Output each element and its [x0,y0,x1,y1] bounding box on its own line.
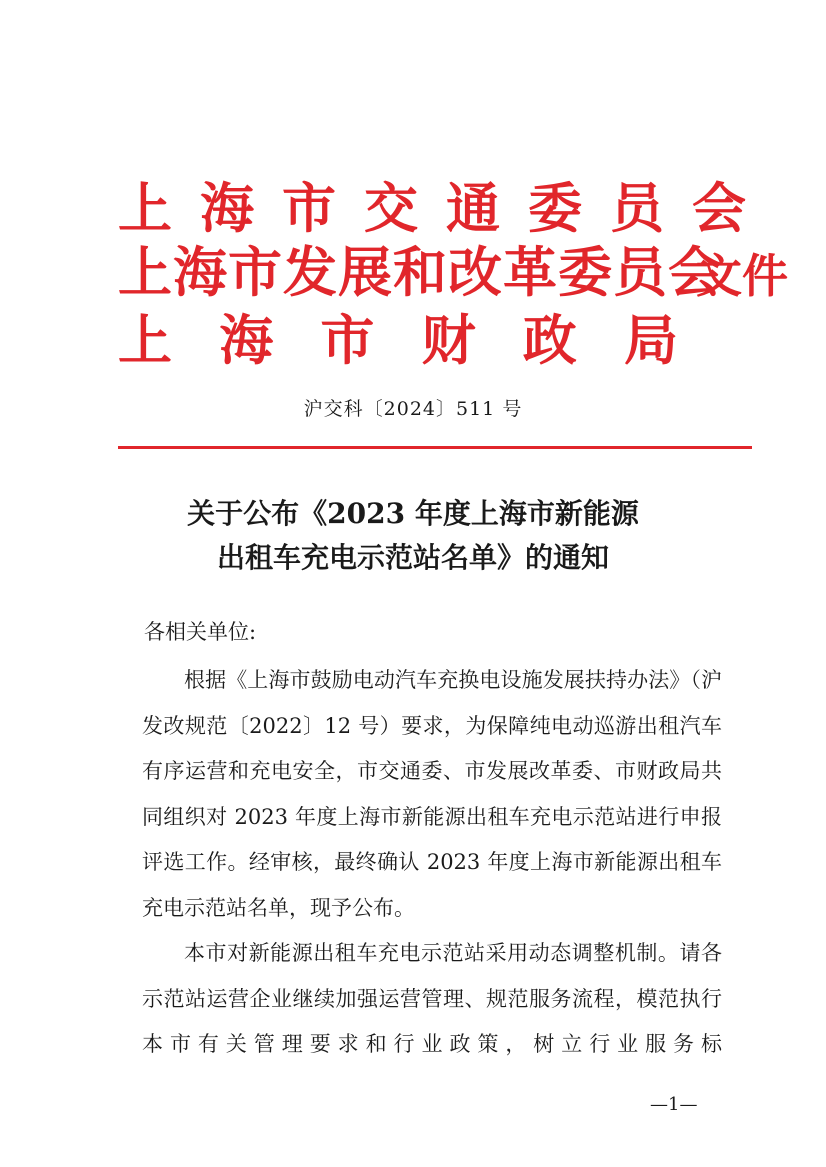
title-line-2: 出租车充电示范站名单》的通知 [216,541,609,574]
issuer-development-reform-commission: 上海市发展和改革委员会 [118,240,723,304]
document-title [0,492,826,580]
issuer-finance-char: 海 [219,308,274,372]
issuer-document-suffix: 文件 [696,249,788,303]
body-paragraph-2: 本市对新能源出租车充电示范站采用动态调整机制。请各示范站运营企业继续加强运营管理、规范服务流程，模范执行本市有关管理要求和行业政策，树立行业服务标 [142,941,722,1056]
salutation: 各相关单位: [144,620,257,644]
page-number: —1— [650,1094,698,1115]
issuer-finance-bureau [118,310,678,370]
issuer-transport-commission: 上海市交通委员会 [118,176,774,240]
title-line-1: 关于公布《2023 年度上海市新能源 [187,497,639,530]
issuer-finance-char: 上 [118,308,172,372]
document-body [142,658,722,1068]
issuer-finance-char: 财 [421,308,476,372]
issuer-finance-char: 局 [623,308,678,372]
issuer-finance-char: 政 [522,308,577,372]
body-paragraph-1: 根据《上海市鼓励电动汽车充换电设施发展扶持办法》（沪发改规范〔2022〕12 号）要求，为保障纯电动巡游出租汽车有序运营和充电安全，市交通委、市发展改革委、市财政局共同组织对 2023 年度上海市新能源出租车充电示范站进行申报评选工作。经审核，最终确认 2023 年度上海市新能源出租车充电示范站名单，现予公布。 [142,668,722,920]
issuer-finance-char: 市 [320,308,375,372]
document-number: 沪交科〔2024〕511 号 [303,398,523,420]
red-divider [118,446,752,449]
